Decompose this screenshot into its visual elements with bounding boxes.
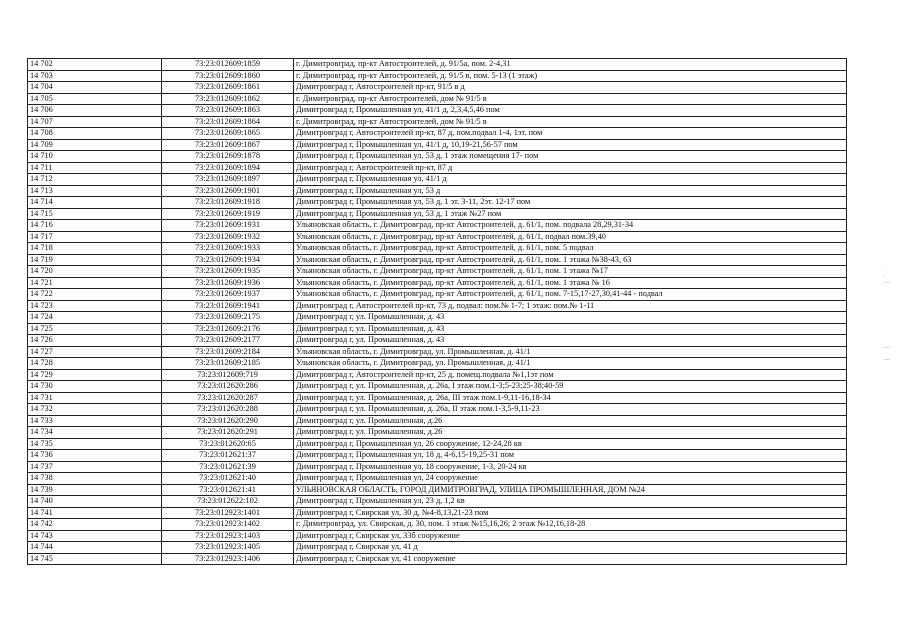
table-row	[28, 415, 847, 427]
address-cell: Димитровград г, Свирская ул, 41 д	[294, 542, 847, 554]
cadastral-number: 73:23:012620:291	[162, 427, 294, 439]
row-number: 14 721	[28, 277, 162, 289]
address-cell: Димитровград г, ул. Промышленная, д. 26а, I этаж пом.1-3;5-23;25-38;40-59	[294, 381, 847, 393]
row-number: 14 743	[28, 530, 162, 542]
address-cell: Димитровград г, ул. Промышленная, д. 26а, III этаж пом.1-9,11-16,18-34	[294, 392, 847, 404]
cadastral-number: 73:23:012609:1935	[162, 266, 294, 278]
address-cell: Димитровград г, Свирская ул, 41 сооружение	[294, 553, 847, 565]
table-row	[28, 266, 847, 278]
table-row	[28, 105, 847, 117]
table-row	[28, 116, 847, 128]
margin-mark: — · —	[884, 345, 890, 363]
cadastral-number: 73:23:012609:1859	[162, 59, 294, 71]
address-cell: Димитровград г, Промышленная ул, 41/1 д, 2,3,4,5,46 пом	[294, 105, 847, 117]
address-cell: Димитровград г, ул. Промышленная, д. 43	[294, 335, 847, 347]
row-number: 14 729	[28, 369, 162, 381]
address-cell: Димитровград г, Промышленная ул, 18 д, 4-6,15-19,25-31 пом	[294, 450, 847, 462]
table-row	[28, 139, 847, 151]
row-number: 14 709	[28, 139, 162, 151]
address-cell: Димитровград г, ул. Промышленная, д. 26а, II этаж пом.1-3,5-9,11-23	[294, 404, 847, 416]
cadastral-number: 73:23:012609:2175	[162, 312, 294, 324]
row-number: 14 741	[28, 507, 162, 519]
address-cell: Ульяновская область, г. Димитровград, пр-кт Автостроителей, д. 61/1, пом. 5 подвал	[294, 243, 847, 255]
row-number: 14 744	[28, 542, 162, 554]
address-cell: Димитровград г, Промышленная ул, 23 д, 1,2 кв	[294, 496, 847, 508]
address-cell: Димитровград г, Промышленная ул, 53 д, 1 эт. 3-11, 2эт. 12-17 пом	[294, 197, 847, 209]
table-row	[28, 427, 847, 439]
table-row	[28, 277, 847, 289]
table-row	[28, 185, 847, 197]
cadastral-number: 73:23:012609:1941	[162, 300, 294, 312]
row-number: 14 742	[28, 519, 162, 531]
table-row	[28, 208, 847, 220]
cadastral-number: 73:23:012923:1402	[162, 519, 294, 531]
cadastral-number: 73:23:012609:2176	[162, 323, 294, 335]
cadastral-number: 73:23:012609:1861	[162, 82, 294, 94]
row-number: 14 706	[28, 105, 162, 117]
table-row	[28, 461, 847, 473]
row-number: 14 718	[28, 243, 162, 255]
cadastral-number: 73:23:012609:1867	[162, 139, 294, 151]
table-row	[28, 128, 847, 140]
table-row	[28, 381, 847, 393]
cadastral-number: 73:23:012609:1934	[162, 254, 294, 266]
row-number: 14 730	[28, 381, 162, 393]
address-cell: Ульяновская область, г. Димитровград, пр-кт Автостроителей, д. 61/1, пом. 7-15,17-27,30,41-44 - подвал	[294, 289, 847, 301]
cadastral-number: 73:23:012609:1864	[162, 116, 294, 128]
table-row	[28, 93, 847, 105]
address-cell: Димитровград г, Автостроителей пр-кт, 87 д, пом.подвал 1-4, 1эт. пом	[294, 128, 847, 140]
address-cell: УЛЬЯНОВСКАЯ ОБЛАСТЬ, ГОРОД ДИМИТРОВГРАД, УЛИЦА ПРОМЫШЛЕННАЯ, ДОМ №24	[294, 484, 847, 496]
address-cell: Ульяновская область, г. Димитровград, пр-кт Автостроителей, д. 61/1, пом. 1 этажа № 16	[294, 277, 847, 289]
cadastral-number: 73:23:012923:1406	[162, 553, 294, 565]
cadastral-number: 73:23:012620:288	[162, 404, 294, 416]
cadastral-number: 73:23:012609:1862	[162, 93, 294, 105]
table-row	[28, 300, 847, 312]
address-cell: Димитровград г, ул. Промышленная, д.26	[294, 415, 847, 427]
table-row	[28, 438, 847, 450]
cadastral-number: 73:23:012620:65	[162, 438, 294, 450]
table-row	[28, 484, 847, 496]
row-number: 14 723	[28, 300, 162, 312]
cadastral-number: 73:23:012609:2184	[162, 346, 294, 358]
cadastral-number: 73:23:012609:1936	[162, 277, 294, 289]
address-cell: г. Димитровград, ул. Свирская, д. 30, пом. 1 этаж №15,16,26; 2 этаж №12,16,18-28	[294, 519, 847, 531]
cadastral-number: 73:23:012609:2177	[162, 335, 294, 347]
cadastral-number: 73:23:012923:1403	[162, 530, 294, 542]
cadastral-number: 73:23:012609:1878	[162, 151, 294, 163]
address-cell: Димитровград г, Промышленная ул, 53 д	[294, 185, 847, 197]
row-number: 14 720	[28, 266, 162, 278]
address-cell: Димитровград г, ул. Промышленная, д. 43	[294, 312, 847, 324]
margin-mark: · : —	[884, 268, 890, 286]
cadastral-number: 73:23:012622:102	[162, 496, 294, 508]
row-number: 14 732	[28, 404, 162, 416]
table-row	[28, 358, 847, 370]
table-row	[28, 369, 847, 381]
row-number: 14 716	[28, 220, 162, 232]
cadastral-number: 73:23:012620:287	[162, 392, 294, 404]
table-row	[28, 542, 847, 554]
table-row	[28, 220, 847, 232]
row-number: 14 726	[28, 335, 162, 347]
table-row	[28, 519, 847, 531]
address-cell: Ульяновская область, г. Димитровград, пр-кт Автостроителей, д. 61/1, подвал пом.39,40	[294, 231, 847, 243]
address-cell: Ульяновская область, г. Димитровград, ул. Промышленная, д. 41/1	[294, 358, 847, 370]
table-row	[28, 162, 847, 174]
address-cell: Димитровград г, Свирская ул, 30 д, №4-8,13,21-23 пом	[294, 507, 847, 519]
address-cell: Димитровград г, Свирская ул, 33б сооружение	[294, 530, 847, 542]
cadastral-number: 73:23:012609:1932	[162, 231, 294, 243]
row-number: 14 740	[28, 496, 162, 508]
cadastral-number: 73:23:012609:1933	[162, 243, 294, 255]
table-row	[28, 254, 847, 266]
address-cell: Димитровград г, Промышленная ул, 53 д, 1 этаж помещения 17- пом	[294, 151, 847, 163]
registry-table-body	[28, 59, 847, 565]
cadastral-number: 73:23:012609:1894	[162, 162, 294, 174]
address-cell: Ульяновская область, г. Димитровград, пр-кт Автостроителей, д. 61/1, пом. подвала 28,29,31-34	[294, 220, 847, 232]
table-row	[28, 323, 847, 335]
address-cell: Димитровград г, Автостроителей пр-кт, 91/5 в д	[294, 82, 847, 94]
row-number: 14 710	[28, 151, 162, 163]
row-number: 14 722	[28, 289, 162, 301]
row-number: 14 731	[28, 392, 162, 404]
table-row	[28, 346, 847, 358]
table-row	[28, 231, 847, 243]
row-number: 14 705	[28, 93, 162, 105]
cadastral-number: 73:23:012609:2185	[162, 358, 294, 370]
cadastral-number: 73:23:012609:719	[162, 369, 294, 381]
table-row	[28, 243, 847, 255]
row-number: 14 725	[28, 323, 162, 335]
row-number: 14 715	[28, 208, 162, 220]
table-row	[28, 82, 847, 94]
row-number: 14 734	[28, 427, 162, 439]
address-cell: Димитровград г, Автостроителей пр-кт, 25 д, помещ.подвала №1,1эт пом	[294, 369, 847, 381]
row-number: 14 724	[28, 312, 162, 324]
address-cell: Димитровград г, Промышленная ул, 53 д, 1 этаж №27 пом	[294, 208, 847, 220]
row-number: 14 714	[28, 197, 162, 209]
table-row	[28, 404, 847, 416]
table-row	[28, 59, 847, 71]
address-cell: г. Димитровград, пр-кт Автостроителей, дом № 91/5 в	[294, 93, 847, 105]
address-cell: Димитровград г, Промышленная ул, 41/1 д	[294, 174, 847, 186]
row-number: 14 727	[28, 346, 162, 358]
row-number: 14 712	[28, 174, 162, 186]
cadastral-number: 73:23:012609:1897	[162, 174, 294, 186]
table-row	[28, 197, 847, 209]
row-number: 14 737	[28, 461, 162, 473]
address-cell: Димитровград г, Промышленная ул, 26 сооружение, 12-24,28 кв	[294, 438, 847, 450]
row-number: 14 704	[28, 82, 162, 94]
address-cell: Димитровград г, Автостроителей пр-кт, 87 д	[294, 162, 847, 174]
cadastral-number: 73:23:012609:1860	[162, 70, 294, 82]
row-number: 14 719	[28, 254, 162, 266]
table-row	[28, 70, 847, 82]
cadastral-number: 73:23:012621:40	[162, 473, 294, 485]
cadastral-number: 73:23:012609:1931	[162, 220, 294, 232]
cadastral-number: 73:23:012609:1919	[162, 208, 294, 220]
table-row	[28, 450, 847, 462]
table-row	[28, 289, 847, 301]
address-cell: Димитровград г, Промышленная ул, 18 сооружение, 1-3, 20-24 кв	[294, 461, 847, 473]
property-registry-table	[27, 58, 847, 565]
table-row	[28, 312, 847, 324]
table-row	[28, 174, 847, 186]
cadastral-number: 73:23:012923:1405	[162, 542, 294, 554]
registry-sheet	[27, 58, 843, 565]
address-cell: Ульяновская область, г. Димитровград, ул. Промышленная, д. 41/1	[294, 346, 847, 358]
address-cell: Димитровград г, ул. Промышленная, д. 43	[294, 323, 847, 335]
table-row	[28, 496, 847, 508]
address-cell: Ульяновская область, г. Димитровград, пр-кт Автостроителей, д. 61/1, пом. 1 этажа №38-43, 63	[294, 254, 847, 266]
cadastral-number: 73:23:012621:41	[162, 484, 294, 496]
cadastral-number: 73:23:012620:290	[162, 415, 294, 427]
address-cell: Димитровград г, ул. Промышленная, д.26	[294, 427, 847, 439]
row-number: 14 703	[28, 70, 162, 82]
table-row	[28, 507, 847, 519]
address-cell: Ульяновская область, г. Димитровград, пр-кт Автостроителей, д. 61/1, пом. 1 этажа №17	[294, 266, 847, 278]
cadastral-number: 73:23:012609:1863	[162, 105, 294, 117]
cadastral-number: 73:23:012609:1865	[162, 128, 294, 140]
cadastral-number: 73:23:012609:1901	[162, 185, 294, 197]
address-cell: г. Димитровград, пр-кт Автостроителей, д. 91/5 в, пом. 5-13 (1 этаж)	[294, 70, 847, 82]
row-number: 14 733	[28, 415, 162, 427]
table-row	[28, 530, 847, 542]
cadastral-number: 73:23:012621:37	[162, 450, 294, 462]
table-row	[28, 392, 847, 404]
row-number: 14 707	[28, 116, 162, 128]
table-row	[28, 335, 847, 347]
cadastral-number: 73:23:012609:1918	[162, 197, 294, 209]
row-number: 14 745	[28, 553, 162, 565]
address-cell: Димитровград г, Автостроителей пр-кт, 73 д, подвал: пом.№ 1-7; 1 этаж: пом.№ 1-11	[294, 300, 847, 312]
table-row	[28, 473, 847, 485]
row-number: 14 717	[28, 231, 162, 243]
row-number: 14 711	[28, 162, 162, 174]
cadastral-number: 73:23:012609:1937	[162, 289, 294, 301]
row-number: 14 736	[28, 450, 162, 462]
row-number: 14 739	[28, 484, 162, 496]
table-row	[28, 151, 847, 163]
address-cell: Димитровград г, Промышленная ул, 24 сооружение	[294, 473, 847, 485]
address-cell: Димитровград г, Промышленная ул, 41/1 д, 10,19-21,56-57 пом	[294, 139, 847, 151]
row-number: 14 708	[28, 128, 162, 140]
table-row	[28, 553, 847, 565]
row-number: 14 728	[28, 358, 162, 370]
row-number: 14 735	[28, 438, 162, 450]
address-cell: г. Димитровград, пр-кт Автостроителей, дом № 91/5 в	[294, 116, 847, 128]
cadastral-number: 73:23:012621:39	[162, 461, 294, 473]
row-number: 14 702	[28, 59, 162, 71]
cadastral-number: 73:23:012620:286	[162, 381, 294, 393]
row-number: 14 713	[28, 185, 162, 197]
address-cell: г. Димитровград, пр-кт Автостроителей, д. 91/5а, пом. 2-4,31	[294, 59, 847, 71]
row-number: 14 738	[28, 473, 162, 485]
cadastral-number: 73:23:012923:1401	[162, 507, 294, 519]
